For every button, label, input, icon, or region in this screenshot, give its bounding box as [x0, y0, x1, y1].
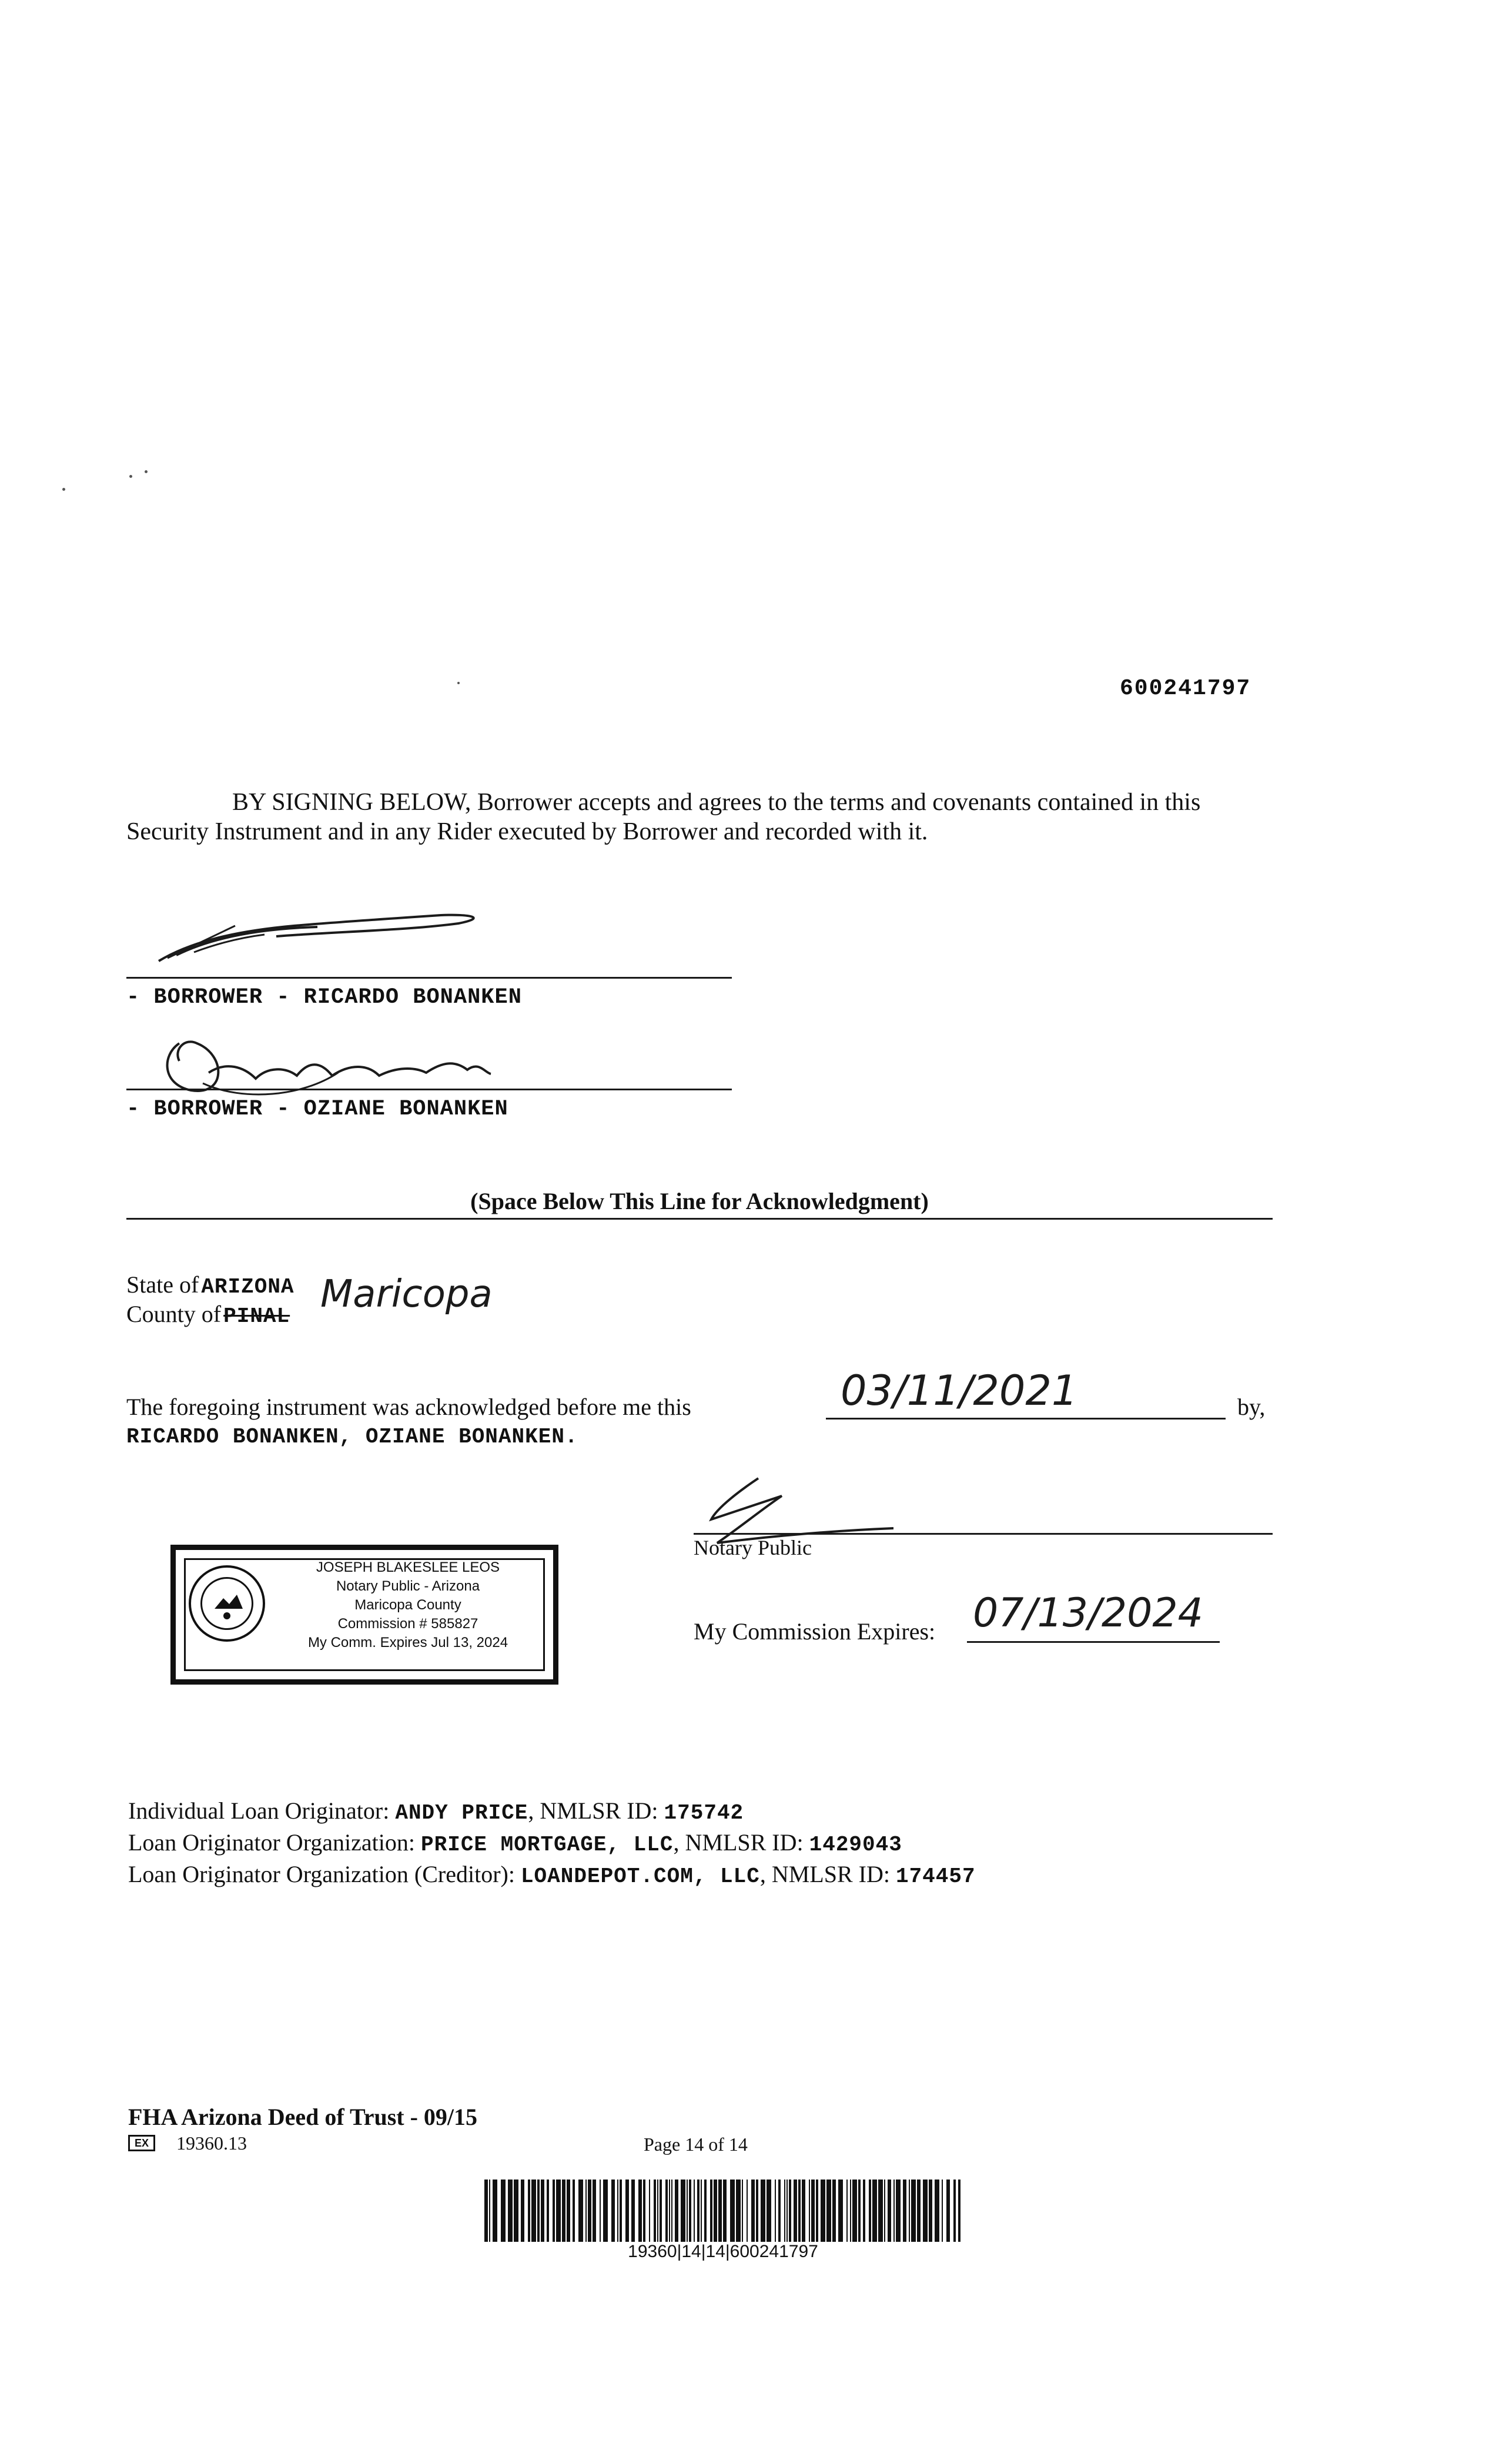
barcode-bar [501, 2180, 506, 2242]
barcode-bar [730, 2180, 735, 2242]
barcode-bar [617, 2180, 618, 2242]
barcode-bar [802, 2180, 805, 2242]
originator-label: Loan Originator Organization (Creditor): [128, 1861, 515, 1887]
arizona-seal-mark [191, 1568, 263, 1639]
barcode-bar [625, 2180, 629, 2242]
barcode-bar [798, 2180, 801, 2242]
originator-id: 175742 [664, 1801, 744, 1825]
barcode-bar [694, 2180, 695, 2242]
barcode-bar [869, 2180, 871, 2242]
barcode-bar [789, 2180, 791, 2242]
barcode-bar [514, 2180, 518, 2242]
barcode-bar [687, 2180, 688, 2242]
barcode-bar [946, 2180, 950, 2242]
barcode-bar [611, 2180, 615, 2242]
barcode-bar [794, 2180, 797, 2242]
barcode-bar [767, 2180, 771, 2242]
borrower-1-label: - BORROWER - RICARDO BONANKEN [126, 985, 522, 1010]
barcode-bar [832, 2180, 836, 2242]
barcode-bar [620, 2180, 622, 2242]
barcode-bar [958, 2180, 960, 2242]
barcode-bar [896, 2180, 901, 2242]
barcode-bar [903, 2180, 906, 2242]
barcode-bar [942, 2180, 943, 2242]
barcode-bar [917, 2180, 921, 2242]
barcode-bar [872, 2180, 877, 2242]
barcode-bar [593, 2180, 596, 2242]
borrower-2-signature-line [126, 1089, 732, 1090]
barcode-bar [884, 2180, 885, 2242]
county-handwritten: Maricopa [320, 1273, 493, 1316]
barcode-text: 19360|14|14|600241797 [628, 2242, 818, 2261]
page-number: Page 14 of 14 [644, 2134, 748, 2155]
originator-id-label: NMLSR ID: [685, 1829, 804, 1856]
barcode-bar [567, 2180, 570, 2242]
barcode-bar [778, 2180, 781, 2242]
barcode-bar [786, 2180, 788, 2242]
state-value: ARIZONA [201, 1275, 294, 1299]
barcode-bar [923, 2180, 928, 2242]
commission-label: My Commission Expires: [694, 1618, 936, 1645]
barcode-bar [852, 2180, 857, 2242]
barcode-bar [816, 2180, 818, 2242]
barcode-bar [701, 2180, 702, 2242]
originator-label: Individual Loan Originator: [128, 1797, 390, 1824]
originator-id: 1429043 [809, 1833, 902, 1857]
borrower-2-label: - BORROWER - OZIANE BONANKEN [126, 1097, 508, 1121]
barcode-bar [660, 2180, 662, 2242]
originator-name: PRICE MORTGAGE, LLC [421, 1833, 674, 1857]
barcode-bar [742, 2180, 743, 2242]
barcode-bar [821, 2180, 825, 2242]
originator-row: Individual Loan Originator: ANDY PRICE, NMLSR ID: 175742 [128, 1797, 744, 1825]
barcode-bar [697, 2180, 700, 2242]
barcode-bar [600, 2180, 601, 2242]
commission-date-line [967, 1641, 1220, 1643]
barcode-bar [935, 2180, 939, 2242]
barcode-bar [710, 2180, 712, 2242]
acknowledgment-divider [126, 1218, 1273, 1220]
barcode-bar [643, 2180, 645, 2242]
barcode-bar [562, 2180, 565, 2242]
notary-stamp [170, 1545, 558, 1685]
barcode-bar [893, 2180, 895, 2242]
stamp-line: Maricopa County [354, 1597, 461, 1613]
borrower-1-signature-line [126, 977, 732, 979]
barcode-bar [649, 2180, 650, 2242]
barcode-bar [858, 2180, 861, 2242]
barcode-bar [751, 2180, 755, 2242]
state-line [126, 1271, 294, 1299]
barcode-bar [675, 2180, 678, 2242]
stamp-line: Notary Public - Arizona [336, 1578, 480, 1594]
barcode-bar [838, 2180, 843, 2242]
barcode-bar [547, 2180, 549, 2242]
barcode-bar [556, 2180, 561, 2242]
barcode-bar [846, 2180, 848, 2242]
barcode-bar [718, 2180, 722, 2242]
barcode-bar [714, 2180, 717, 2242]
barcode-bar [657, 2180, 658, 2242]
stamp-line: Commission # 585827 [337, 1616, 478, 1632]
barcode-bar [537, 2180, 540, 2242]
county-line [126, 1300, 290, 1328]
stamp-line: JOSEPH BLAKESLEE LEOS [316, 1559, 500, 1575]
barcode-bar [826, 2180, 831, 2242]
barcode-bar [541, 2180, 544, 2242]
barcode-bar [953, 2180, 956, 2242]
scan-speck [129, 475, 132, 478]
originator-name: LOANDEPOT.COM, LLC [520, 1864, 760, 1889]
barcode [482, 2180, 964, 2244]
form-code-tag: EX [128, 2135, 155, 2151]
barcode-bar [811, 2180, 815, 2242]
barcode-bar [578, 2180, 583, 2242]
originator-id-label: NMLSR ID: [540, 1797, 658, 1824]
county-label: County of [126, 1301, 222, 1327]
barcode-bar [654, 2180, 656, 2242]
barcode-bar [704, 2180, 707, 2242]
signing-statement-text: BY SIGNING BELOW, Borrower accepts and agrees to the terms and covenants contained in this Security Instrument and in any Rider executed by Borrower and recorded with it. [126, 789, 1201, 845]
stamp-line: My Comm. Expires Jul 13, 2024 [307, 1635, 508, 1651]
barcode-bar [761, 2180, 765, 2242]
barcode-bar [850, 2180, 851, 2242]
barcode-bar [756, 2180, 758, 2242]
barcode-bar [631, 2180, 635, 2242]
barcode-bar [911, 2180, 916, 2242]
form-code: 19360.13 [176, 2132, 247, 2154]
scan-speck [145, 470, 148, 473]
barcode-bar [573, 2180, 575, 2242]
originator-row: Loan Originator Organization: PRICE MORTGAGE, LLC, NMLSR ID: 1429043 [128, 1829, 902, 1857]
barcode-bar [747, 2180, 748, 2242]
barcode-bar [553, 2180, 555, 2242]
scan-speck [62, 488, 65, 491]
originator-row: Loan Originator Organization (Creditor): LOANDEPOT.COM, LLC, NMLSR ID: 174457 [128, 1861, 976, 1889]
county-struck-value: PINAL [223, 1304, 290, 1328]
originator-id-label: NMLSR ID: [771, 1861, 890, 1887]
scan-speck [457, 682, 460, 684]
barcode-bar [638, 2180, 642, 2242]
acknowledged-by: by, [1237, 1394, 1266, 1420]
originator-label: Loan Originator Organization: [128, 1829, 416, 1856]
barcode-bar [909, 2180, 910, 2242]
barcode-bar [521, 2180, 524, 2242]
acknowledgment-heading: (Space Below This Line for Acknowledgment) [470, 1188, 929, 1214]
barcode-bar [775, 2180, 776, 2242]
barcode-bar [809, 2180, 810, 2242]
barcode-bar [528, 2180, 530, 2242]
acknowledged-names: RICARDO BONANKEN, OZIANE BONANKEN. [126, 1425, 578, 1449]
barcode-bar [585, 2180, 587, 2242]
notary-stamp-text [276, 1558, 540, 1652]
barcode-bar [669, 2180, 670, 2242]
barcode-bar [489, 2180, 490, 2242]
state-label: State of [126, 1271, 199, 1298]
arizona-seal-icon [189, 1565, 265, 1642]
barcode-bar [689, 2180, 691, 2242]
originator-id: 174457 [895, 1864, 976, 1889]
barcode-bar [531, 2180, 536, 2242]
originator-list [128, 1796, 976, 1891]
barcode-bar [929, 2180, 932, 2242]
barcode-bar [603, 2180, 608, 2242]
notary-signature-line [694, 1533, 1273, 1535]
barcode-bar [484, 2180, 488, 2242]
loan-number: 600241797 [1120, 676, 1251, 701]
barcode-bar [863, 2180, 865, 2242]
commission-date: 07/13/2024 [973, 1590, 1203, 1636]
barcode-bar [723, 2180, 727, 2242]
form-title: FHA Arizona Deed of Trust - 09/15 [128, 2104, 478, 2130]
barcode-bar [736, 2180, 741, 2242]
barcode-bar [493, 2180, 497, 2242]
barcode-bar [878, 2180, 883, 2242]
barcode-bar [588, 2180, 591, 2242]
originator-name: ANDY PRICE [395, 1801, 528, 1825]
barcode-bar [508, 2180, 513, 2242]
notary-label: Notary Public [694, 1536, 812, 1559]
signing-statement [126, 788, 1273, 846]
borrower-1-signature [141, 902, 517, 973]
acknowledged-date: 03/11/2021 [841, 1367, 1078, 1415]
barcode-bar [888, 2180, 891, 2242]
acknowledged-date-line [826, 1418, 1226, 1420]
acknowledged-text: The foregoing instrument was acknowledged before me this [126, 1394, 691, 1420]
barcode-bar [671, 2180, 672, 2242]
barcode-bar [665, 2180, 668, 2242]
barcode-bar [784, 2180, 785, 2242]
barcode-bar [681, 2180, 685, 2242]
